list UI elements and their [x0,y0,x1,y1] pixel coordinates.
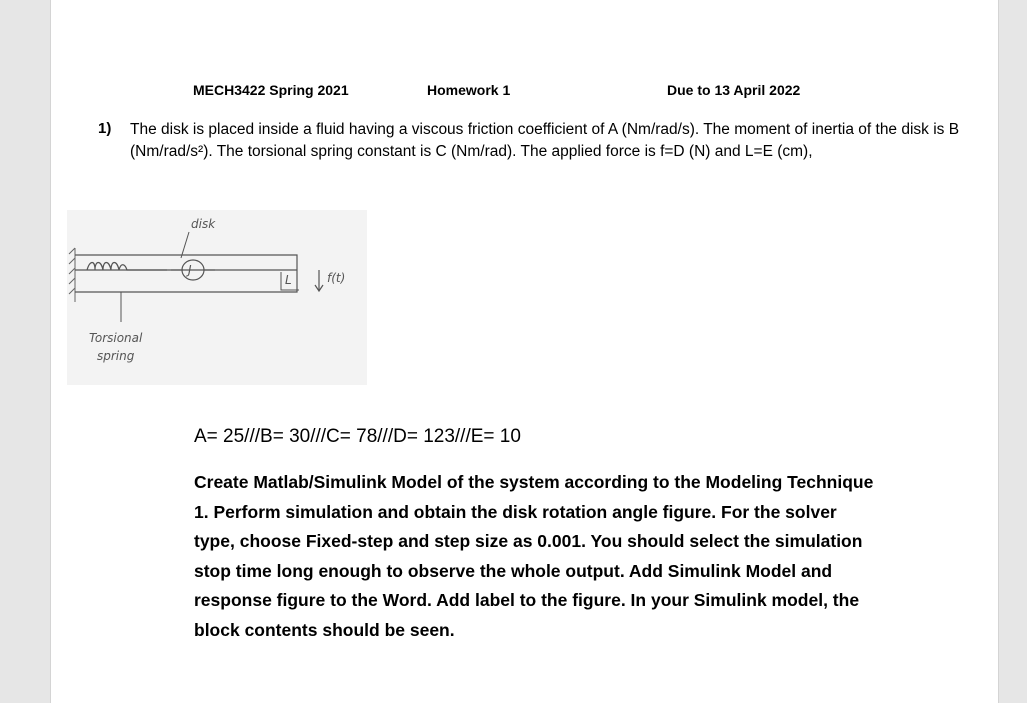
document-page [50,0,999,703]
spring-label: spring [97,349,135,363]
system-sketch [67,210,367,385]
force-arrow-icon [315,270,323,291]
homework-title: Homework 1 [427,82,511,98]
due-date: Due to 13 April 2022 [667,82,801,98]
task-instructions: Create Matlab/Simulink Model of the system according to the Modeling Technique 1. Perform simulation and obtain the disk rotation angle figure. For the solver type, choose Fixed-step and step size as 0.001. You should select the simulation stop time long enough to observe the whole output. Add Simulink Model and response figure to the Word. Add label to the figure. In your Simulink model, the block contents should be seen. [194,472,874,640]
course-header: MECH3422 Spring 2021 [193,82,349,98]
disk-label: disk [191,217,216,231]
force-label: f(t) [327,271,346,285]
question-number: 1) [98,120,112,137]
inertia-label: J [188,263,192,277]
torsional-spring-coil [87,263,167,271]
shaft-housing [75,255,297,292]
disk-pointer-line [181,232,189,258]
torsional-label: Torsional [89,331,143,345]
parameter-values: A= 25///B= 30///C= 78///D= 123///E= 10 [194,426,521,447]
wall-hatch-icon [69,248,75,302]
length-label: L [285,273,292,287]
question-text: The disk is placed inside a fluid having a viscous friction coefficient of A (Nm/rad/s). The moment of inertia of the disk is B (Nm/rad/s²). The torsional spring constant is C (Nm/rad). The applied force is f=D (N) and L=E (cm), [130,121,960,160]
system-sketch-svg [67,210,367,385]
